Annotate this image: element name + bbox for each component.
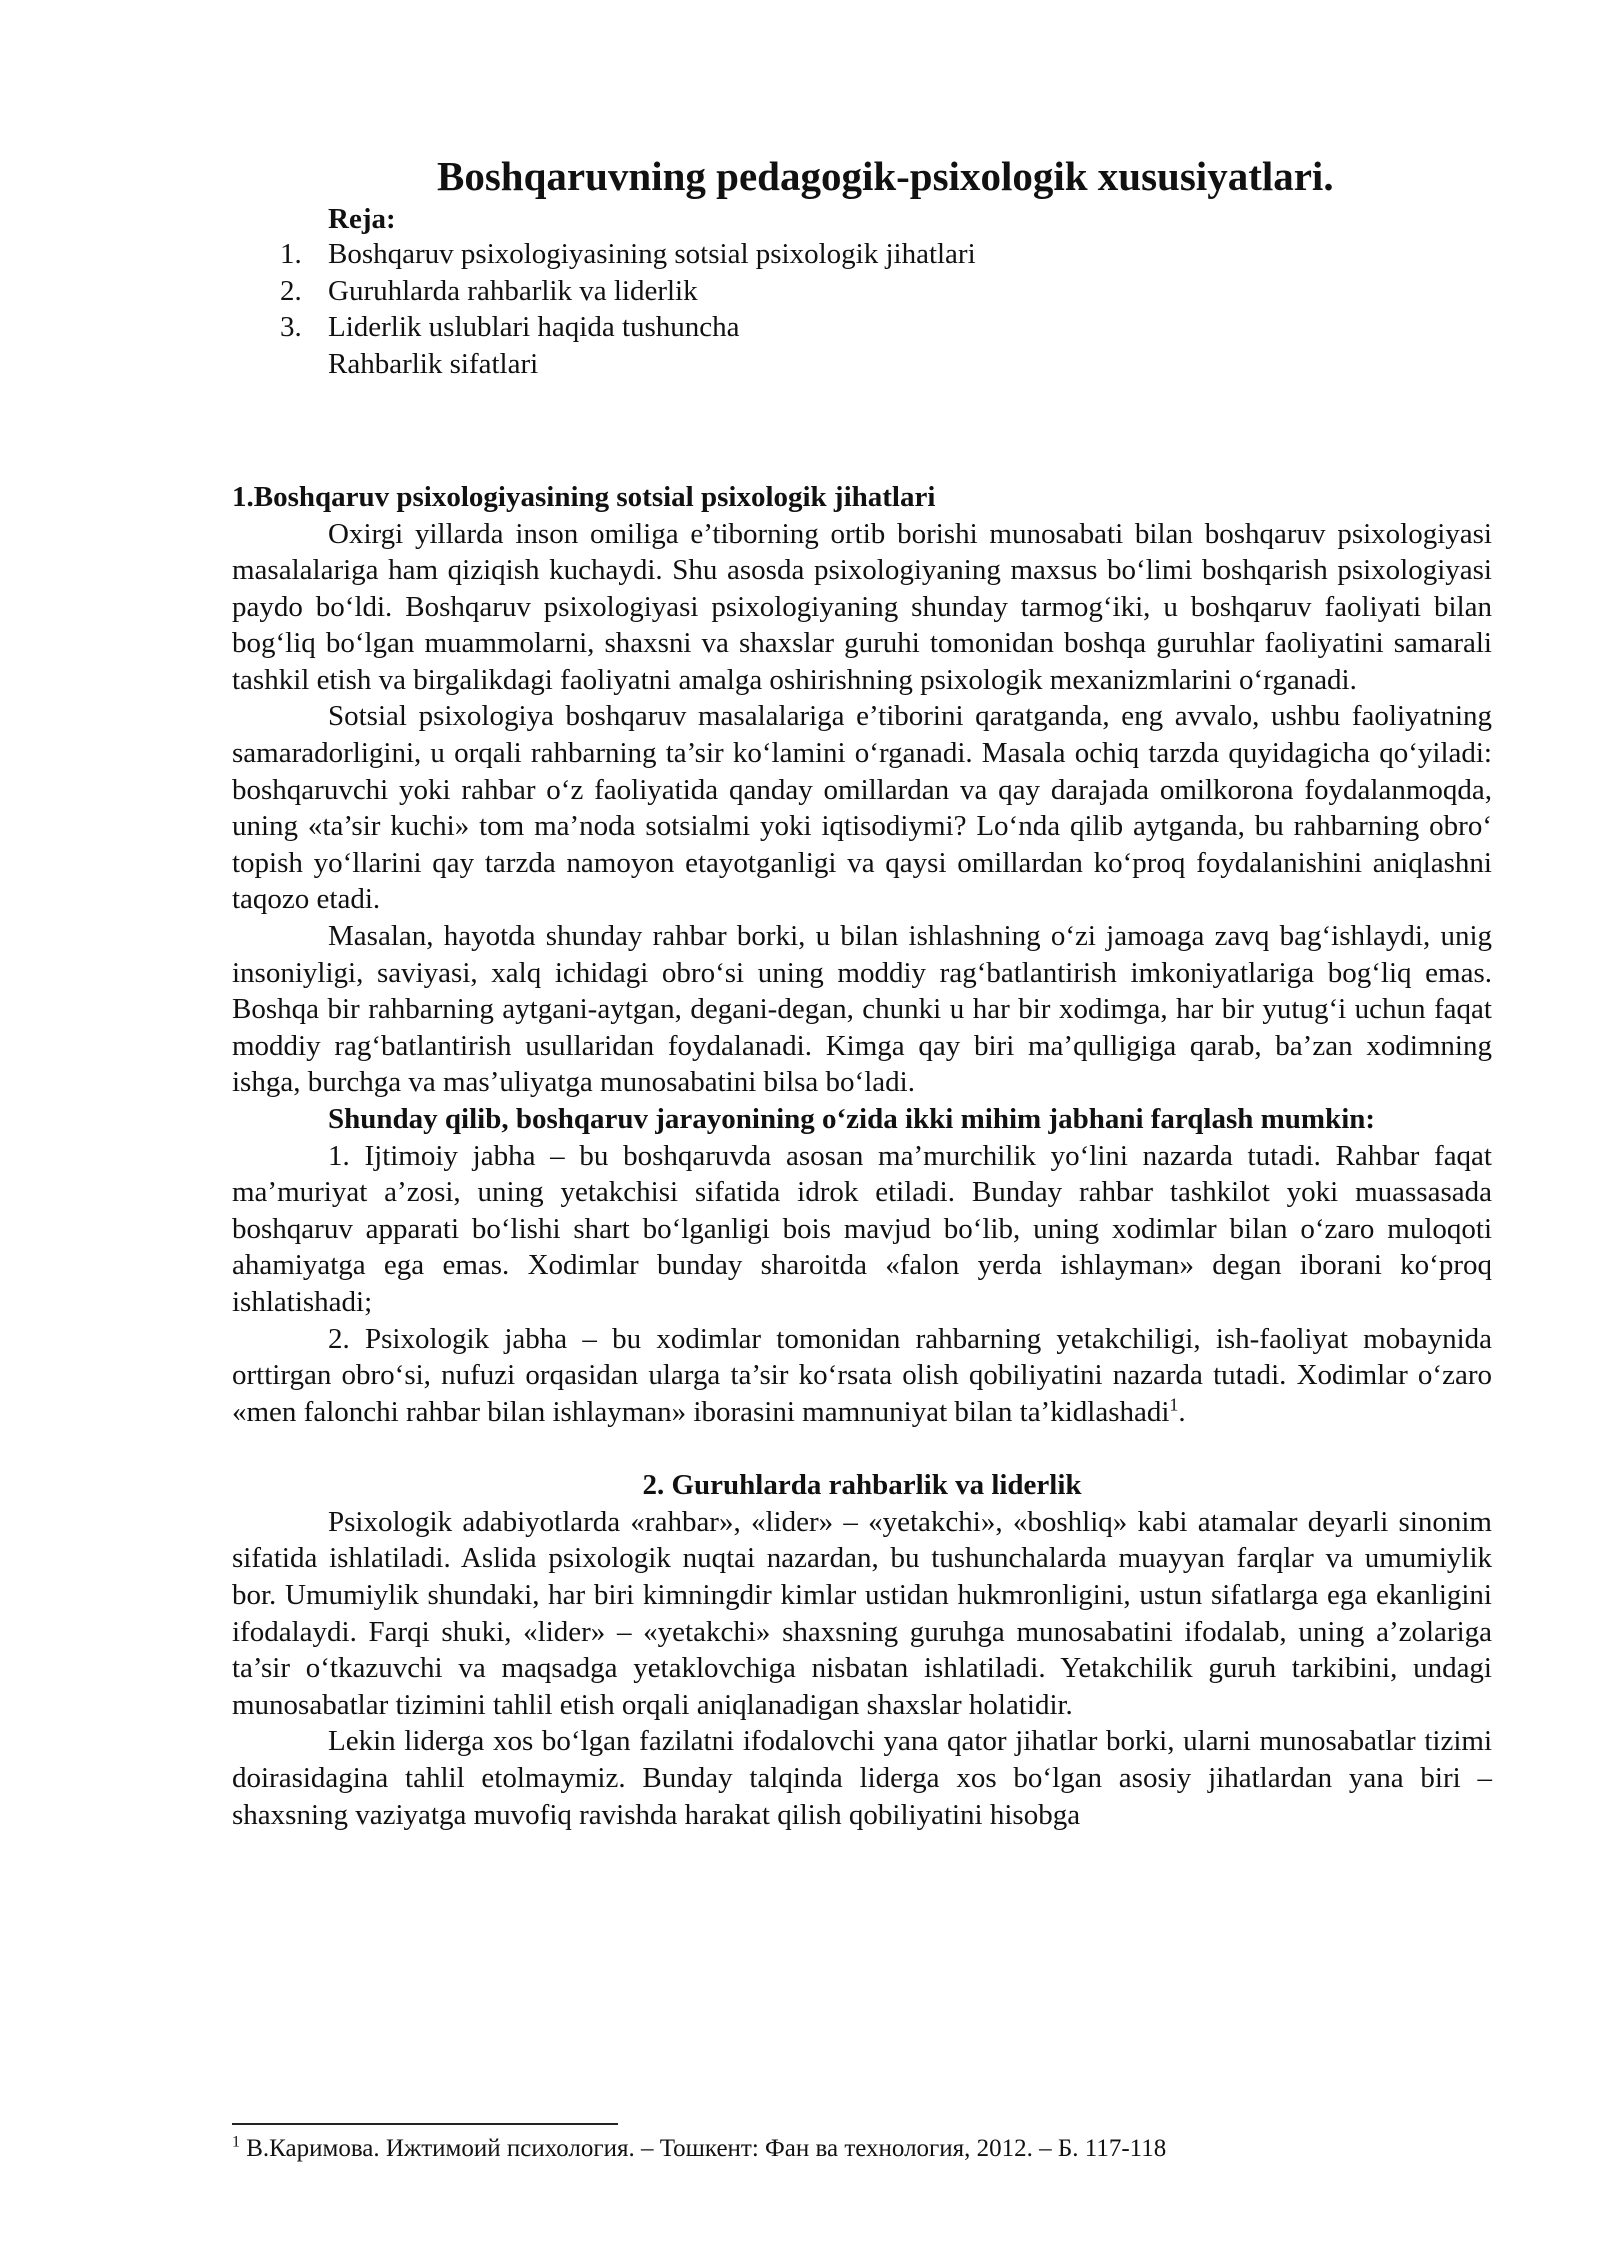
section-2-heading: 2. Guruhlarda rahbarlik va liderlik: [642, 1469, 1082, 1502]
plan-item: [232, 273, 1492, 310]
plan-item: [232, 309, 1492, 346]
section-2-paragraph: Lekin liderga xos bo‘lgan fazilatni ifodalovchi yana qator jihatlar borki, ularni munosabatlar tizimi doirasidagina tahlil etolmaymiz. Bunday talqinda liderga xos bo‘lgan asosiy jihatlardan yana biri – shaxsning vaziyatga muvofiq ravishda harakat qilish qobiliyatini hisobga: [232, 1725, 1492, 1831]
section-1-paragraph: Oxirgi yillarda inson omiliga e’tiborning ortib borishi munosabati bilan boshqaruv psixologiyasi masalalariga ham qiziqish kuchaydi. Shu asosda psixologiyaning maxsus bo‘limi boshqarish psixologiyasi paydo bo‘ldi. Boshqaruv psixologiyasi psixologiyaning shunday tarmog‘iki, u boshqaruv faoliyati bilan bog‘liq bo‘lgan muammolarni, shaxsni va shaxslar guruhi tomonidan boshqa guruhlar faoliyatini samarali tashkil etish va birgalikdagi faoliyatni amalga oshirishning psixologik mexanizmlarini o‘rganadi.: [232, 517, 1492, 696]
section-2-paragraph: Psixologik adabiyotlarda «rahbar», «lider» – «yetakchi», «boshliq» kabi atamalar deyarli sinonim sifatida ishlatiladi. Aslida psixologik nuqtai nazardan, bu tushunchalarda muayyan farqlar va umumiylik bor. Umumiylik shundaki, har biri kimningdir kimlar ustidan hukmronligini, ustun sifatlarga ega ekanligini ifodalaydi. Farqi shuki, «lider» – «yetakchi» shaxsning guruhga munosabatini ifodalab, uning a’zolariga ta’sir o‘tkazuvchi va maqsadga yetaklovchiga nisbatan ishlatiladi. Yetakchilik guruh tarkibini, undagi munosabatlar tizimini tahlil etish orqali aniqlanadigan shaxslar holatidir.: [232, 1505, 1492, 1721]
plan-item-number: 2.: [280, 274, 302, 307]
plan-heading: Reja:: [328, 203, 396, 235]
plan-item-text: Rahbarlik sifatlari: [328, 347, 539, 380]
plan-item: [232, 236, 1492, 273]
plan-item-text: Boshqaruv psixologiyasining sotsial psixologik jihatlari: [328, 238, 976, 270]
section-1-heading: 1.Boshqaruv psixologiyasining sotsial psixologik jihatlari: [232, 481, 936, 513]
paragraph-text: 2. Psixologik jabha – bu xodimlar tomonidan rahbarning yetakchiligi, ish-faoliyat mobaynida orttirgan obro‘si, nufuzi orqasidan ularga ta’sir ko‘rsata olish qobiliyatini nazarda tutadi. Xodimlar o‘zaro «men falonchi rahbar bilan ishlayman» iborasini mamnuniyat bilan ta’kidlashadi: [232, 1322, 1492, 1428]
section-1-bold-paragraph: Shunday qilib, boshqaruv jarayonining o‘zida ikki mihim jabhani farqlash mumkin:: [328, 1103, 1376, 1135]
section-1-paragraph: Masalan, hayotda shunday rahbar borki, u bilan ishlashning o‘zi jamoaga zavq bag‘ishlaydi, unig insoniyligi, saviyasi, xalq ichidagi obro‘si uning moddiy rag‘batlantirish imkoniyatlariga bog‘liq emas. Boshqa bir rahbarning aytgani-aytgan, degani-degan, chunki u har bir xodimga, har bir yutug‘i uchun faqat moddiy rag‘batlantirish usullaridan foydalanadi. Kimga qay biri ma’qulligiga qarab, ba’zan xodimning ishga, burchga va mas’uliyatga munosabatini bilsa bo‘ladi.: [232, 920, 1492, 1099]
plan-item-text: Liderlik uslublari haqida tushuncha: [328, 311, 740, 343]
plan-item: [232, 346, 1492, 383]
footnote-text: В.Каримова. Ижтимоий психология. – Тошкент: Фан ва технология, 2012. – Б. 117-118: [246, 2135, 1167, 2162]
plan-item-number: 3.: [280, 311, 302, 343]
plan-list: [232, 236, 1492, 382]
footnote-marker: 1: [232, 2133, 240, 2151]
plan-item-number: 1.: [280, 238, 302, 270]
section-1-paragraph: 1. Ijtimoiy jabha – bu boshqaruvda asosan ma’murchilik yo‘lini nazarda tutadi. Rahbar faqat ma’muriyat a’zosi, uning yetakchisi sifatida idrok etiladi. Bunday rahbar tashkilot yoki muassasada boshqaruv apparati bo‘lishi shart bo‘lganligi bois mavjud bo‘lib, uning xodimlar bilan o‘zaro muloqoti ahamiyatga ega emas. Xodimlar bunday sharoitda «falon yerda ishlayman» degan iborani ko‘proq ishlatishadi;: [232, 1139, 1492, 1318]
footnote-reference[interactable]: 1: [1169, 1394, 1179, 1415]
document-page: [232, 150, 1492, 1833]
section-1-paragraph: Sotsial psixologiya boshqaruv masalalariga e’tiborini qaratganda, eng avvalo, ushbu faoliyatning samaradorligini, u orqali rahbarning ta’sir ko‘lamini o‘rganadi. Masala ochiq tarzda quyidagicha qo‘yiladi: boshqaruvchi yoki rahbar o‘z faoliyatida qanday omillardan va qay darajada omilkorona foydalanmoqda, uning «ta’sir kuchi» tom ma’noda sotsialmi yoki iqtisodiymi? Lo‘nda qilib aytganda, bu rahbarning obro‘ topish yo‘llarini qay tarzda namoyon etayotganligi va qaysi omillardan ko‘proq foydalanishini aniqlashni taqozo etadi.: [232, 700, 1492, 916]
document-title: Boshqaruvning pedagogik-psixologik xususiyatlari.: [437, 153, 1334, 199]
section-1-paragraph: [232, 1321, 1492, 1431]
footnote-separator: [232, 2123, 618, 2125]
footnote: [232, 2134, 1492, 2164]
paragraph-end: .: [1178, 1395, 1186, 1428]
plan-item-text: Guruhlarda rahbarlik va liderlik: [328, 274, 698, 307]
